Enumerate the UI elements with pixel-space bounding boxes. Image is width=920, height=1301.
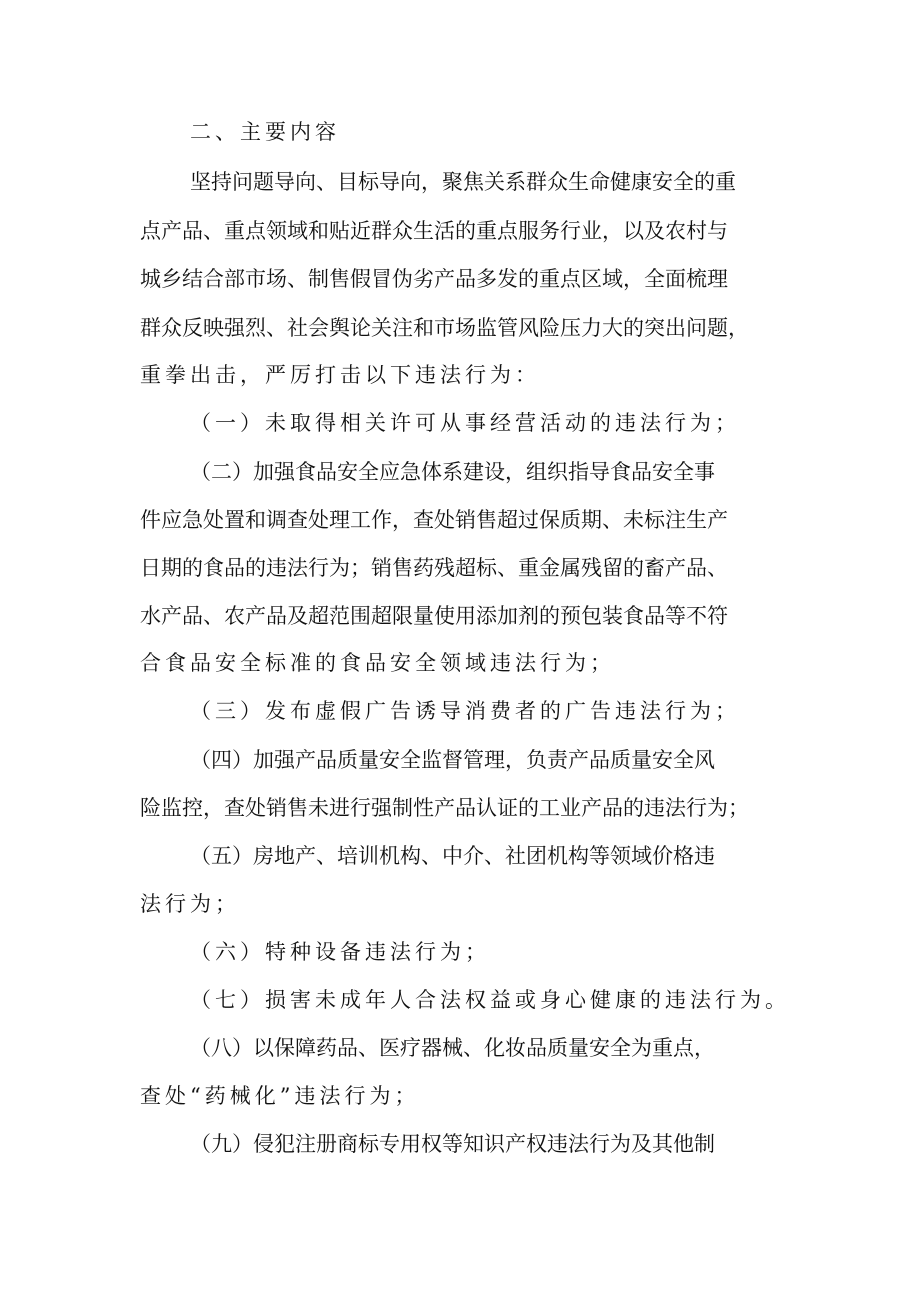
list-item-3: （三）发布虚假广告诱导消费者的广告违法行为； [190,699,740,723]
list-item-8: （八）以保障药品、医疗器械、化妆品质量安全为重点， [190,1036,715,1060]
paragraph-line: 群众反映强烈、社会舆论关注和市场监管风险压力大的突出问题， [140,316,749,340]
list-item-2-line: 日期的食品的违法行为；销售药残超标、重金属残留的畜产品、 [140,556,728,580]
paragraph-line: 重拳出击，严厉打击以下违法行为： [140,363,540,387]
list-item-6: （六）特种设备违法行为； [190,940,490,964]
list-item-5-line: 法行为； [140,892,240,916]
paragraph-line: 点产品、重点领域和贴近群众生活的重点服务行业，以及农村与 [140,219,728,243]
list-item-2-line: 件应急处置和调查处理工作，查处销售超过保质期、未标注生产 [140,508,728,532]
list-item-4: （四）加强产品质量安全监督管理，负责产品质量安全风 [190,748,715,772]
list-item-2: （二）加强食品安全应急体系建设，组织指导食品安全事 [190,460,715,484]
paragraph-line: 城乡结合部市场、制售假冒伪劣产品多发的重点区域，全面梳理 [140,267,728,291]
list-item-8-line: 查处“药械化”违法行为； [140,1084,420,1108]
list-item-2-line: 合食品安全标准的食品安全领域违法行为； [140,651,615,675]
paragraph-line: 坚持问题导向、目标导向，聚焦关系群众生命健康安全的重 [190,170,736,194]
list-item-7: （七）损害未成年人合法权益或身心健康的违法行为。 [190,988,790,1012]
list-item-4-line: 险监控，查处销售未进行强制性产品认证的工业产品的违法行为； [140,796,749,820]
list-item-9: （九）侵犯注册商标专用权等知识产权违法行为及其他制 [190,1132,715,1156]
list-item-5: （五）房地产、培训机构、中介、社团机构等领域价格违 [190,844,715,868]
section-heading: 二、主要内容 [190,120,340,144]
list-item-2-line: 水产品、农产品及超范围超限量使用添加剂的预包装食品等不符 [140,604,728,628]
list-item-1: （一）未取得相关许可从事经营活动的违法行为； [190,411,740,435]
